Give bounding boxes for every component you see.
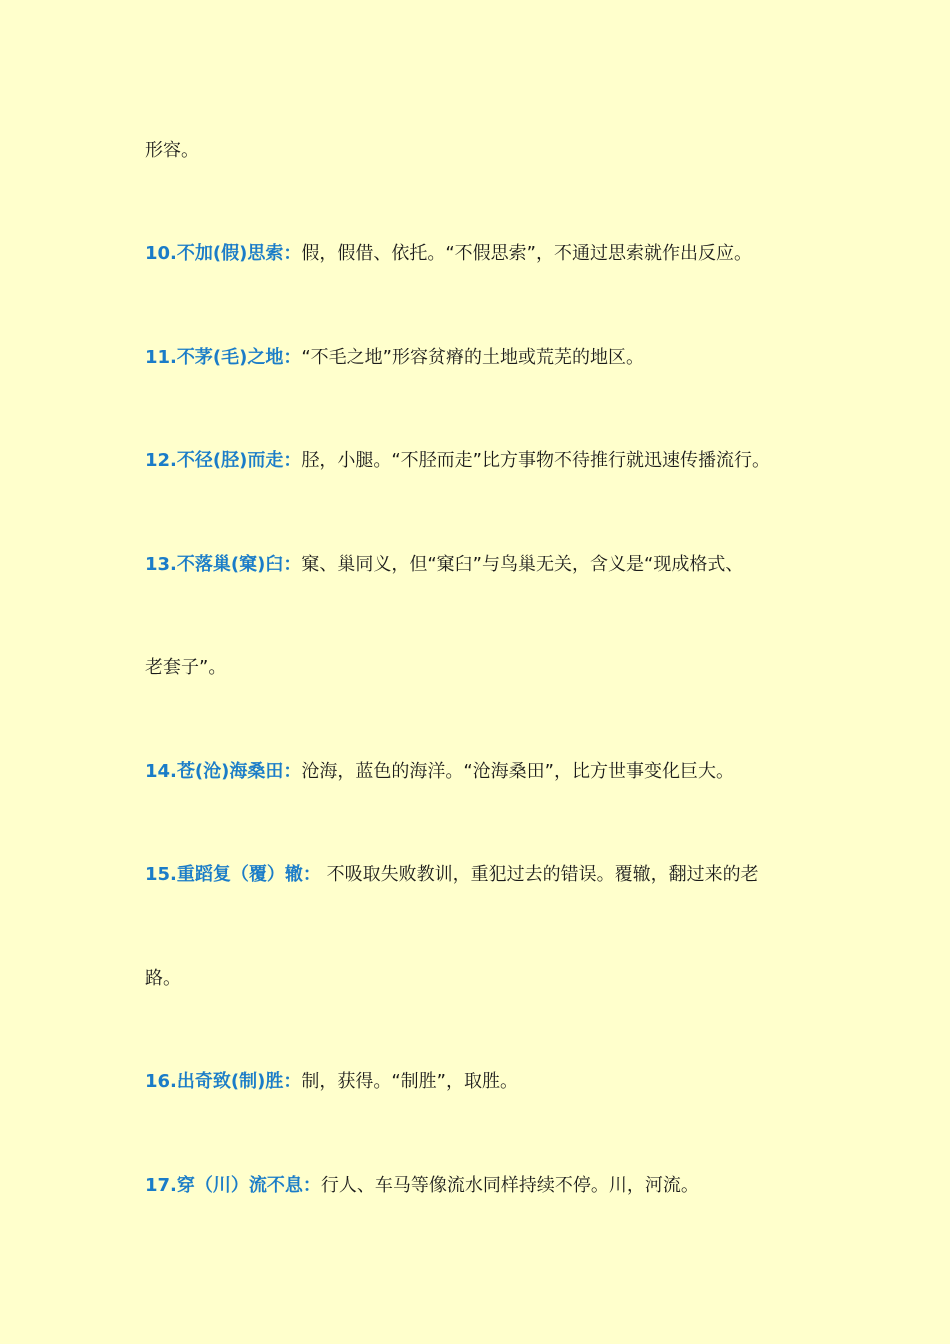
entry-term: 15.重蹈复（覆）辙：	[145, 864, 321, 885]
entry-term: 13.不落巢(窠)臼：	[145, 554, 302, 575]
entry-term: 17.穿（川）流不息：	[145, 1175, 321, 1196]
entry-definition: 不吸取失败教训，重犯过去的错误。覆辙，翻过来的老	[320, 864, 759, 885]
entry-14	[145, 759, 845, 785]
entry-term: 14.苍(沧)海桑田：	[145, 761, 302, 782]
entry-11	[145, 345, 845, 371]
entry-16	[145, 1069, 845, 1095]
entry-definition: 沧海，蓝色的海洋。“沧海桑田”，比方世事变化巨大。	[301, 761, 734, 782]
line-text: 路。	[145, 968, 181, 989]
entry-definition: 窠、巢同义，但“窠臼”与鸟巢无关，含义是“现成格式、	[301, 554, 744, 575]
entry-13-continuation	[145, 655, 845, 681]
entry-term: 10.不加(假)思索：	[145, 243, 302, 264]
line-text: 形容。	[145, 140, 199, 161]
entry-term: 11.不茅(毛)之地：	[145, 347, 302, 368]
entry-definition: 行人、车马等像流水同样持续不停。川，河流。	[320, 1175, 699, 1196]
entry-15	[145, 862, 845, 888]
entry-definition: 制，获得。“制胜”，取胜。	[301, 1071, 518, 1092]
entry-definition: 假，假借、依托。“不假思索”，不通过思索就作出反应。	[301, 243, 752, 264]
entry-13	[145, 552, 845, 578]
entry-10	[145, 241, 845, 267]
text-line-continuation	[145, 138, 845, 164]
entry-definition: “不毛之地”形容贫瘠的土地或荒芜的地区。	[301, 347, 644, 368]
entry-15-continuation	[145, 966, 845, 992]
line-text: 老套子”。	[145, 657, 227, 678]
entry-term: 12.不径(胫)而走：	[145, 450, 302, 471]
entry-definition: 胫，小腿。“不胫而走”比方事物不待推行就迅速传播流行。	[301, 450, 770, 471]
entry-17	[145, 1173, 845, 1199]
entry-12	[145, 448, 845, 474]
entry-term: 16.出奇致(制)胜：	[145, 1071, 302, 1092]
